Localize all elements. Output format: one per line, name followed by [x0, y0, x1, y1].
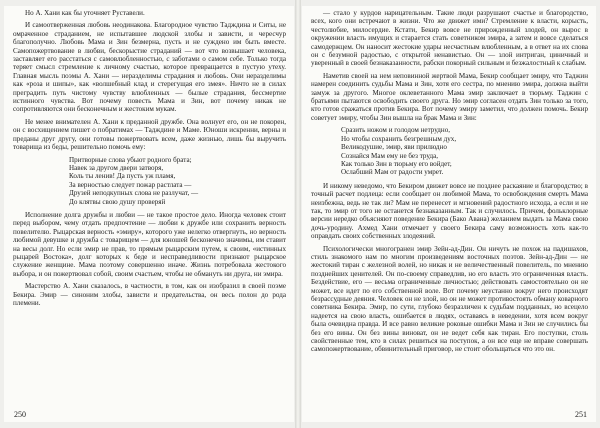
verse-line: Притворные слова убьют родного брата; — [69, 155, 192, 164]
page-number: 250 — [14, 410, 26, 419]
paragraph: Мастерство А. Хани сказалось, в частности, в том, как он изобразил в своей поэме Бекира. Эмир — синоним злобы, зависти и предательства, он весь полон до рода племени. — [13, 282, 286, 307]
right-page-text — [311, 9, 588, 406]
verse-line: Сознайся Мам ему не без труда, — [341, 151, 438, 160]
paragraph: Наметив своей на нем неповинной жертвой Мама, Бекир сообщает эмиру, что Таджин намерен соединить судьбы Мама и Зин, хотя его сестра, по мнению эмира, должна выйти замуж за другого. Многое оклеветанного Мама эмир заключает в тюрьму. Таджин с братьями пытаются освободить своего друга. Но эмир согласен отдать Зин только за того, кто готов сражаться против Бекира. Вот почему эмиру заметил, что должен помочь. Бекир советует эмиру, чтобы Зин вышла на брак Мама и Зин: — [311, 71, 588, 122]
verse-line: Навек за другом двери затворя, — [69, 163, 164, 172]
book-spine — [295, 0, 301, 428]
left-page-text — [13, 9, 286, 406]
verse-block — [341, 126, 588, 176]
verse-line: Друзей неподкупных слова не разлучат, — — [69, 189, 199, 198]
left-page — [4, 6, 294, 422]
paragraph: И никому неведомо, что Бекиром движет вовсе не позднее раскаяние и благородство; в точный расчет подлеца: если сообщает он любимой Мама, то освобождения смерть Мама неизбежна, ведь не так ли? Мам не перенесет и мгновений радостного исхода, а если и не так, то эмир от того не останется безнаказанным. Так и случилось. Причем, фольклорные версии нередко объясняют поведение Бекира (Бако Авана) желанием выдать за Мама свою дочь-уродину. Ахмед Хани отмечает у своего Бекира саму возможность хоть как-то оправдать своих собственных злодеяний. — [311, 181, 588, 241]
paragraph: И самоотверженная любовь неодинакова. Благородное чувство Тадждина и Ситы, не омраченное страданием, не испытавшее людской злобы и зависти, и чересчур благополучно. Любовь Мама и Зин безмерна, пусть и не суждено им быть вместе. Самопожертвование в любви, бескорыстие страданий — вот что возвышает человека, заставляет его расстаться с самовлюбленностью, с заботами о самом себе. Только тогда теряет смысл стремление к личному счастью, которое превращается в пустую утеху. Главная мысль поэмы А. Хани — неразделимы страдания и любовь. Они неразделимы как «роза и шипы», как «волшебный клад и стерегущая его змея». Ничто не в силах преградить путь чистому чувству влюбленных — былые страдания, бессмертие истинного чувства. Вот почему повесть Мама и Зин, вот почему никак не сопротивляются они бесконечным и жестоким мукам. — [13, 21, 286, 114]
paragraph: — стало у курдов нарицательным. Такие люди разрушают счастье и благородство, всех, кого они встречают в жизни. Что же движет ими? Стремление к власти, корысть, честолюбие, милосердие. Кстати, Бекир вовсе не прирожденный злодей, он вырос в окружении власть имущих и старается стать советником эмира, а затем и вовсе сделаться самодержцем. Он наносит жестокие удары несчастным влюбленным, а в ответ на их слова он с безумной радостью, с открытой ненавистью. Он — злой интриган, циничный и уверенный в своей безнаказанности, рабски покорный сильным и безжалостный к слабым. — [311, 9, 588, 68]
paragraph: Исполнение долга дружбы и любви — не такое простое дело. Иногда человек стоит перед выбором, чему отдать предпочтение — любви к дружбе или сохранить верность повелителю. Рыцарская верность «эмиру», которого уже нелегко отвергнуть, но верность любимой девушке и дружба с товарищем — для юношей бесконечно значимы, им ставит на весы долг. Но если эмир не прав, то прямым рыцарским путем, к своим, «истинных рыцарей Востока», долг которых к беде и несправедливости признают рыцарское служение женщине. Мама поэтому совершенно иначе. Жизнь потребовала жестокого выбора, и он пожертвовал собой, своим счастьем, чтобы не обмануть ни друга, ни эмира. — [13, 210, 286, 278]
verse-line: Ослабший Мам от радости умрет. — [341, 168, 444, 177]
verse-line: До клятвы свою душу проверяй — [69, 197, 166, 206]
verse-line: Коль ты ленив! Да пусть уж пламя, — [69, 172, 176, 181]
verse-line: Но чтобы сохранить безгрешным дух, — [341, 134, 457, 143]
verse-line: Сразить ножом и голодом нетрудно, — [341, 126, 451, 135]
verse-line: Великодушие, эмир, яви прилюдно — [341, 143, 447, 152]
paragraph: Но А. Хани как бы уточняет Руставели. — [25, 9, 145, 17]
page-number: 251 — [575, 410, 587, 419]
paragraph: Психологически многогранен эмир Зейн-ад-Дин. Он ничуть не похож на падишахов, стиль знакомого нам по многим произведениям восточных поэтов. Зейн-ад-Дин — не жестокий тиран с железной волей, но никак и не величественный повелитель, по мнению позднейших ценителей. Он по-своему справедлив, но его власть это ограниченная власть. Бездействие, его — весьма ограниченные личностью; действовать самостоятельно он не может, все идет по его собственной воле. Вот почему неустанно вокруг него происходят безрассудные деяния. Человек он не злой, но он не может противостоять обману коварного советника Бекира. Эмир, по сути, глубоко безразличен к судьбам подданных, но всецело надеется на свою власть, ошибается в людях, оставаясь в неведении, хотя всем вокруг была очевидна правда. И все равно великие роковые ошибки Мама и Зин не случились бы без его вины. Он без вины виноват, он не ведет себя как тиран. Его поступки, столь свойственные тем, кто в силах решиться на поступок, а он все еще не вправе совершать самопожертвование, обвинительный приговор, не стоит обольщаться что это он. — [311, 244, 588, 354]
verse-block — [69, 156, 286, 206]
right-page — [302, 6, 596, 422]
verse-line: За верностью следует пожар растлата — — [69, 180, 192, 189]
verse-line: Как только Зин в тюрьму его войдет, — [341, 159, 452, 168]
paragraph: Не менее внимателен А. Хани к преданной дружбе. Она волнует его, он не покорен, он с восхищением пишет о побратимах — Тадждине и Маме. Юноши искренни, верны и преданы друг другу, они готовы пожертвовать всем, даже жизнью, лишь бы выручить товарища из беды, решительно помочь ему: — [13, 117, 286, 152]
